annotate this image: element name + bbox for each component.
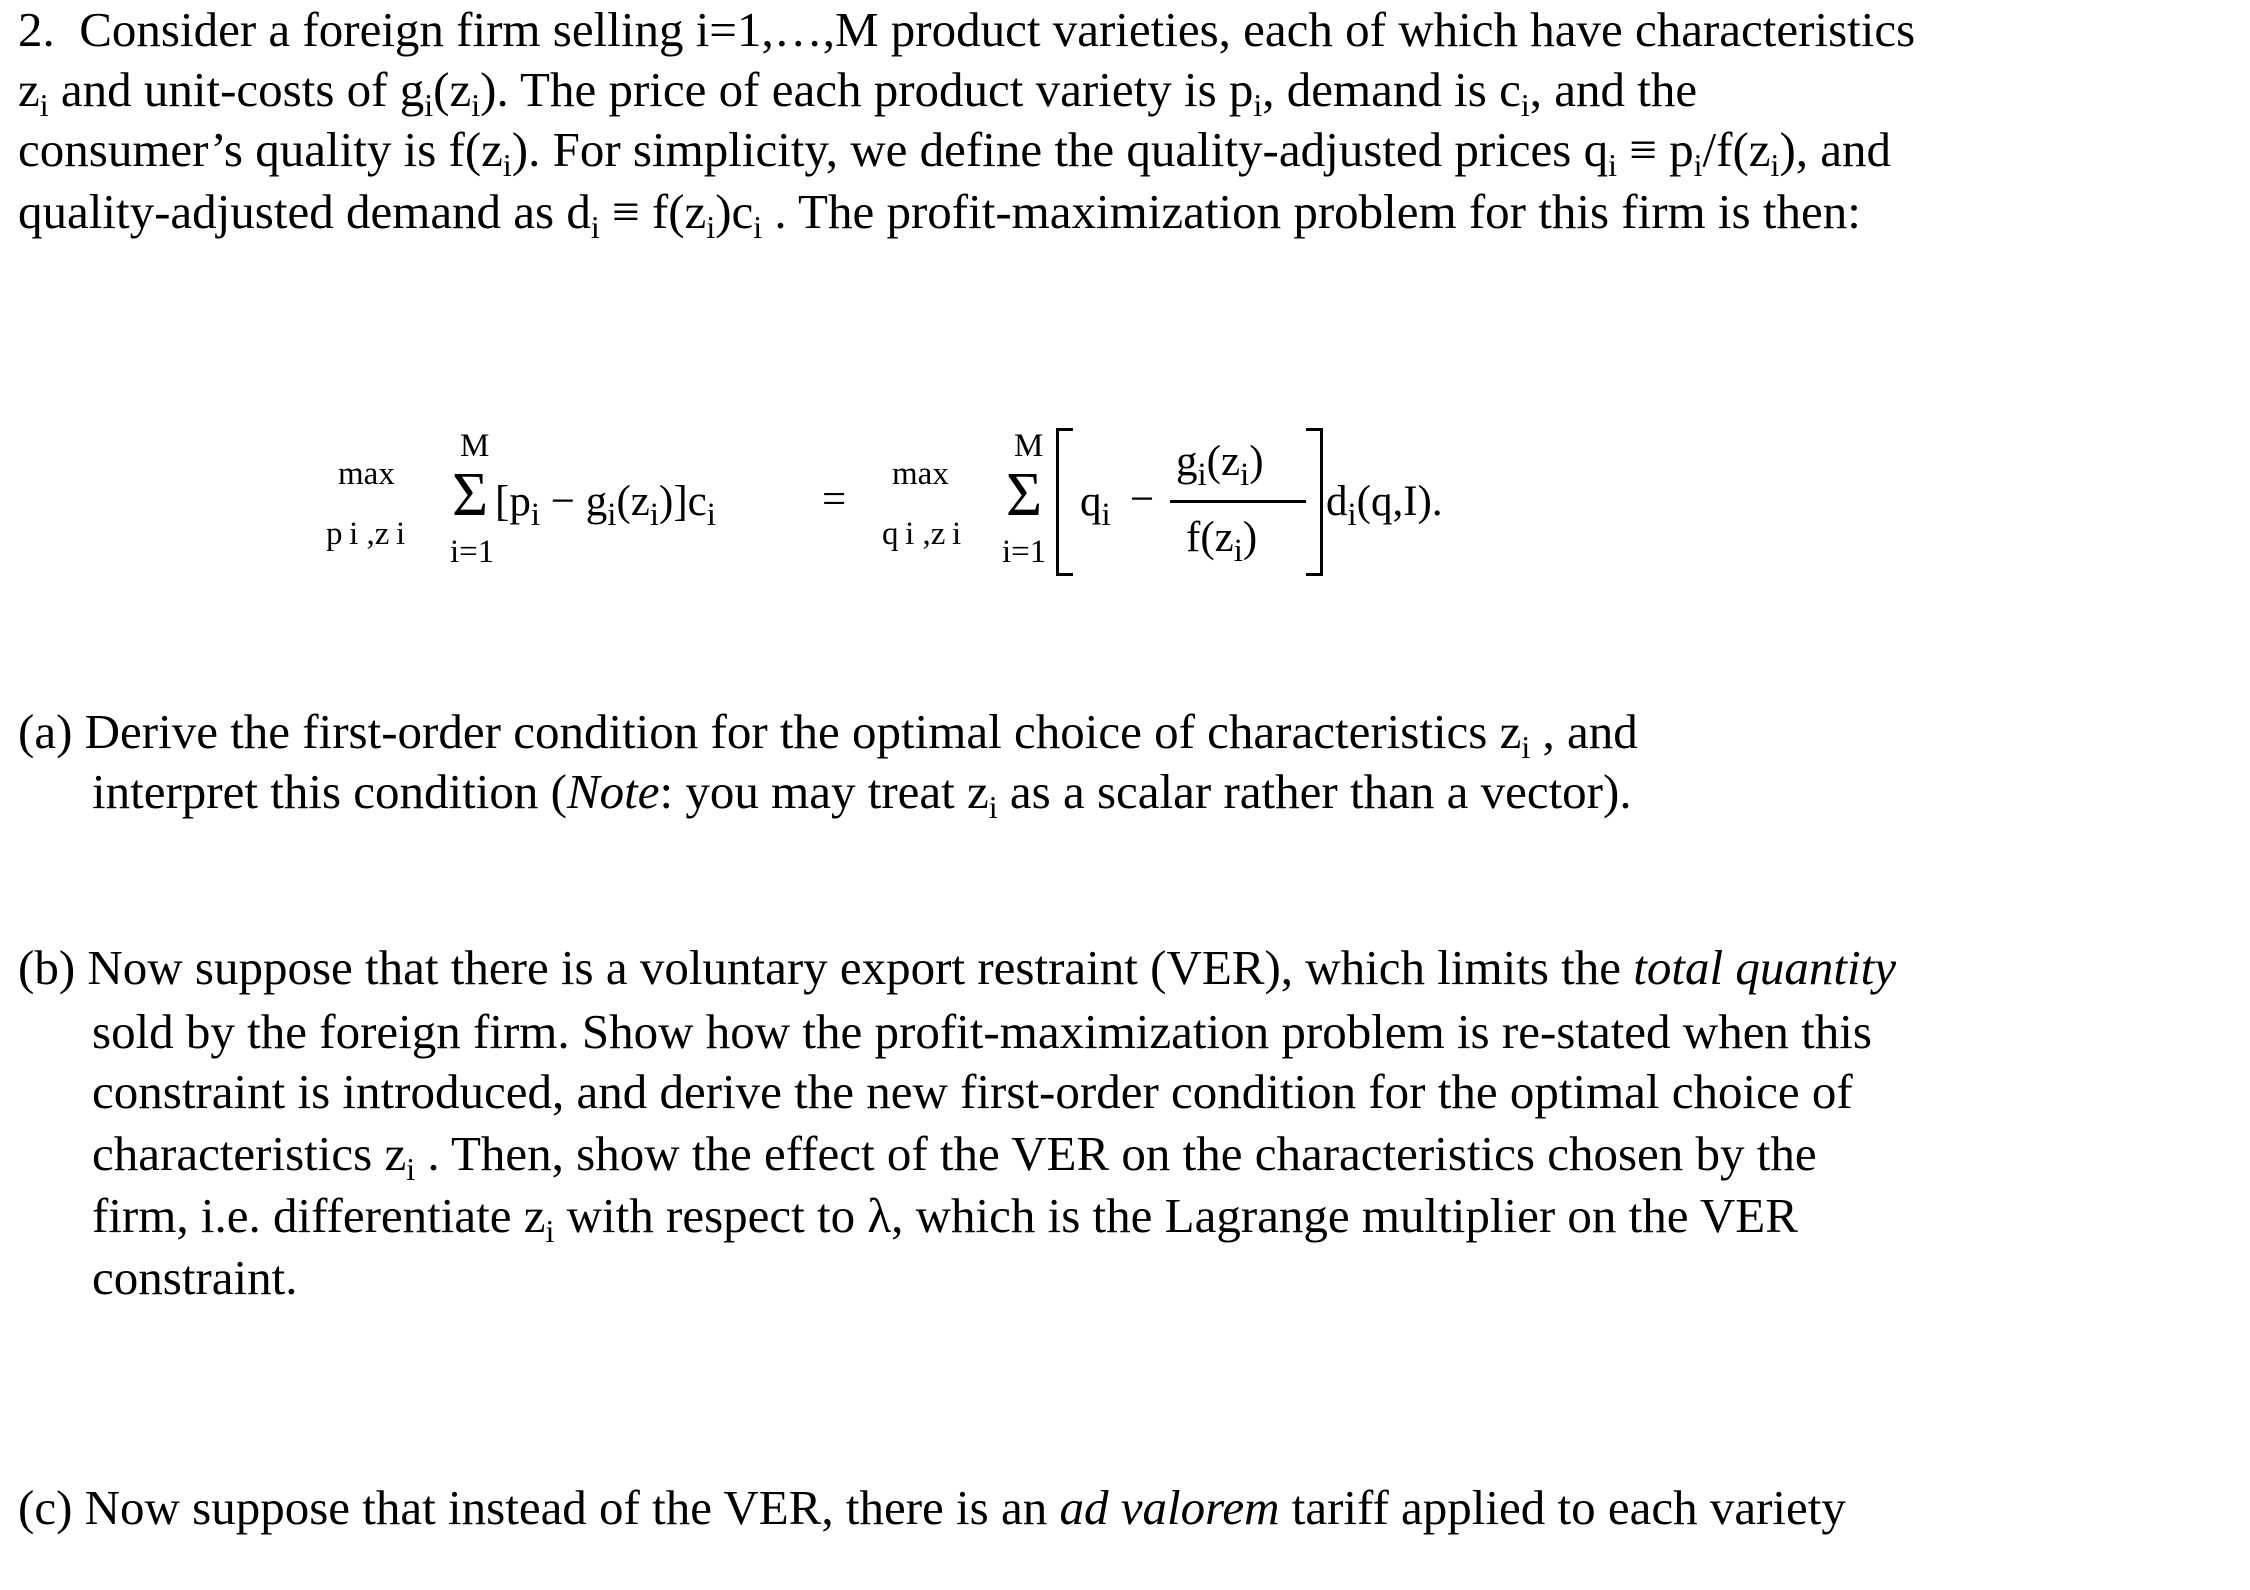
part-a-line-2: interpret this condition (Note: you may treat $z_i$ as a scalar rather than a vector). — [92, 764, 1632, 825]
rhs-max-operator: max — [892, 456, 949, 492]
lhs-max-variables: p i ,z i — [326, 516, 406, 552]
part-b-line-5: firm, i.e. differentiate $z_i$ with respect to λ, which is the Lagrange multiplier on the VER — [92, 1188, 1798, 1249]
rhs-right-bracket — [1306, 428, 1323, 576]
rhs-sum-upper-limit: M — [1014, 428, 1044, 464]
intro-line-3: consumer’s quality is $f(z_i)$. For simplicity, we define the quality-adjusted prices $q_i \equiv p_i/f(z_i)$, and — [18, 122, 1892, 183]
lhs-sum-lower-limit: i=1 — [450, 534, 495, 570]
rhs-sum-symbol: Σ — [1006, 461, 1043, 529]
part-b-line-6: constraint. — [92, 1250, 298, 1305]
rhs-max-variables: q i ,z i — [882, 516, 962, 552]
intro-line-4: quality-adjusted demand as $d_i \equiv f(z_i)c_i$ . The profit-maximization problem for this firm is then: — [18, 184, 1861, 245]
rhs-demand-term: $d_i(q,I)$. — [1326, 478, 1443, 533]
part-b-line-3: constraint is introduced, and derive the new first-order condition for the optimal choice of — [92, 1064, 1853, 1119]
rhs-fraction-numerator: $g_i(z_i)$ — [1176, 438, 1264, 493]
part-a-line-1: (a) Derive the first-order condition for the optimal choice of characteristics $z_i$ , and — [18, 704, 1638, 765]
lhs-max-operator: max — [338, 456, 395, 492]
equals-sign: = — [822, 476, 847, 523]
rhs-sum-lower-limit: i=1 — [1002, 534, 1047, 570]
lhs-summand: $[p_i - g_i(z_i)]c_i$ — [495, 478, 716, 533]
lhs-sum-upper-limit: M — [460, 428, 490, 464]
part-b-line-2: sold by the foreign firm. Show how the profit-maximization problem is re-stated when this — [92, 1004, 1872, 1059]
intro-line-2: $z_i$ and unit-costs of $g_i(z_i)$. The price of each product variety is $p_i$, demand is $c_i$, and the — [18, 62, 1698, 123]
rhs-fraction-bar — [1170, 500, 1306, 503]
rhs-minus-sign: − — [1130, 476, 1155, 523]
rhs-fraction-denominator: $f(z_i)$ — [1186, 514, 1258, 569]
part-c-line-1: (c) Now suppose that instead of the VER, there is an ad valorem tariff applied to each variety — [18, 1480, 1846, 1535]
intro-line-1: 2. Consider a foreign firm selling i=1,…,M product varieties, each of which have characteristics — [18, 2, 1916, 57]
question-number: 2. — [18, 2, 55, 57]
part-b-line-4: characteristics $z_i$ . Then, show the effect of the VER on the characteristics chosen by the — [92, 1126, 1817, 1187]
lhs-sum-symbol: Σ — [452, 461, 489, 529]
rhs-left-bracket — [1056, 428, 1073, 576]
part-b-line-1: (b) Now suppose that there is a voluntary export restraint (VER), which limits the total quantity — [18, 940, 1896, 995]
rhs-q-term: $q_i$ — [1080, 478, 1111, 533]
